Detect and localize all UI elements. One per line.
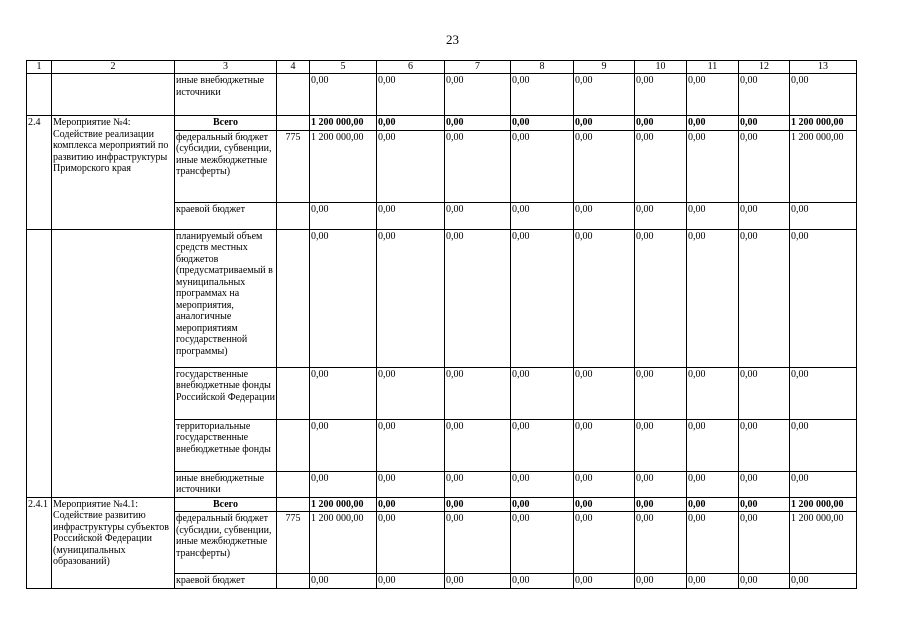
year-value: 0,00 [445,419,511,471]
total-value: 1 200 000,00 [310,512,377,574]
year-value: 1 200 000,00 [790,512,857,574]
funding-source: планируемый объем средств местных бюджетов (предусматриваемый в муниципальных программах на мероприятия, аналогичные мероприятиям государственной программы) [175,229,277,367]
year-value: 0,00 [377,202,445,229]
year-value: 0,00 [687,512,739,574]
column-header: 10 [635,61,687,74]
grbs-code [277,229,310,367]
year-value: 0,00 [739,574,790,589]
year-value: 0,00 [739,116,790,131]
table-row [27,497,857,512]
grbs-code [277,367,310,419]
year-value: 0,00 [377,419,445,471]
funding-source: территориальные государственные внебюджетные фонды [175,419,277,471]
year-value: 0,00 [635,130,687,202]
total-value: 0,00 [310,471,377,497]
year-value: 0,00 [574,471,635,497]
year-value: 0,00 [687,202,739,229]
total-value: 1 200 000,00 [310,116,377,131]
table-row [27,229,857,367]
total-value: 0,00 [310,229,377,367]
column-header: 12 [739,61,790,74]
year-value: 0,00 [687,116,739,131]
column-header: 8 [511,61,574,74]
year-value: 0,00 [377,497,445,512]
column-header: 2 [52,61,175,74]
year-value: 0,00 [574,367,635,419]
year-value: 0,00 [511,202,574,229]
column-header: 6 [377,61,445,74]
year-value: 0,00 [739,419,790,471]
funding-source: Всего [175,116,277,131]
year-value: 0,00 [739,202,790,229]
funding-source: краевой бюджет [175,202,277,229]
year-value: 0,00 [377,471,445,497]
year-value: 0,00 [574,229,635,367]
year-value: 0,00 [574,419,635,471]
grbs-code [277,202,310,229]
year-value: 0,00 [445,116,511,131]
column-header: 5 [310,61,377,74]
year-value: 0,00 [790,74,857,116]
measure-name: Мероприятие №4: Содействие реализации комплекса мероприятий по развитию инфраструктуры Приморского края [52,116,175,230]
column-header: 11 [687,61,739,74]
year-value: 0,00 [574,512,635,574]
year-value: 0,00 [445,574,511,589]
table-row [27,116,857,131]
year-value: 0,00 [377,74,445,116]
year-value: 0,00 [445,367,511,419]
row-code [27,229,52,497]
year-value: 0,00 [687,74,739,116]
year-value: 0,00 [511,471,574,497]
row-code: 2.4 [27,116,52,230]
year-value: 0,00 [445,497,511,512]
year-value: 0,00 [377,130,445,202]
grbs-code [277,116,310,131]
year-value: 0,00 [687,130,739,202]
column-header: 1 [27,61,52,74]
column-header: 13 [790,61,857,74]
column-header: 7 [445,61,511,74]
year-value: 0,00 [635,116,687,131]
year-value: 0,00 [574,116,635,131]
year-value: 0,00 [687,471,739,497]
year-value: 0,00 [635,74,687,116]
year-value: 0,00 [687,367,739,419]
header-row [27,61,857,74]
year-value: 0,00 [739,74,790,116]
year-value: 0,00 [574,574,635,589]
year-value: 0,00 [511,497,574,512]
year-value: 0,00 [635,574,687,589]
year-value: 0,00 [790,229,857,367]
column-header: 3 [175,61,277,74]
row-code [27,74,52,116]
year-value: 0,00 [739,512,790,574]
year-value: 0,00 [739,229,790,367]
year-value: 0,00 [574,74,635,116]
total-value: 0,00 [310,202,377,229]
year-value: 0,00 [790,419,857,471]
year-value: 0,00 [687,229,739,367]
table-row [27,74,857,116]
year-value: 0,00 [790,574,857,589]
year-value: 0,00 [739,471,790,497]
year-value: 0,00 [790,471,857,497]
year-value: 0,00 [511,74,574,116]
funding-source: иные внебюджетные источники [175,471,277,497]
year-value: 0,00 [445,74,511,116]
year-value: 0,00 [377,229,445,367]
year-value: 0,00 [687,574,739,589]
row-code: 2.4.1 [27,497,52,588]
funding-source: краевой бюджет [175,574,277,589]
year-value: 0,00 [377,367,445,419]
column-header: 9 [574,61,635,74]
year-value: 0,00 [574,130,635,202]
funding-source: федеральный бюджет (субсидии, субвенции, иные межбюджетные трансферты) [175,512,277,574]
year-value: 0,00 [635,229,687,367]
total-value: 0,00 [310,419,377,471]
grbs-code [277,419,310,471]
column-header: 4 [277,61,310,74]
year-value: 0,00 [687,419,739,471]
year-value: 0,00 [635,419,687,471]
year-value: 0,00 [739,497,790,512]
measure-name [52,229,175,497]
total-value: 0,00 [310,367,377,419]
funding-source: иные внебюджетные источники [175,74,277,116]
year-value: 0,00 [377,574,445,589]
total-value: 0,00 [310,574,377,589]
year-value: 0,00 [377,512,445,574]
year-value: 0,00 [739,367,790,419]
year-value: 0,00 [635,497,687,512]
measure-name: Мероприятие №4.1: Содействие развитию инфраструктуры субъектов Российской Федерации (муниципальных образований) [52,497,175,588]
grbs-code: 775 [277,512,310,574]
year-value: 0,00 [511,574,574,589]
year-value: 0,00 [511,130,574,202]
year-value: 1 200 000,00 [790,497,857,512]
total-value: 1 200 000,00 [310,497,377,512]
grbs-code [277,497,310,512]
year-value: 0,00 [511,116,574,131]
year-value: 0,00 [739,130,790,202]
year-value: 0,00 [790,202,857,229]
grbs-code [277,74,310,116]
year-value: 0,00 [445,202,511,229]
year-value: 1 200 000,00 [790,130,857,202]
year-value: 0,00 [635,202,687,229]
grbs-code [277,471,310,497]
year-value: 0,00 [790,367,857,419]
year-value: 0,00 [687,497,739,512]
measure-name [52,74,175,116]
budget-table [26,60,857,589]
year-value: 0,00 [445,229,511,367]
total-value: 0,00 [310,74,377,116]
year-value: 0,00 [511,229,574,367]
year-value: 0,00 [445,130,511,202]
year-value: 0,00 [377,116,445,131]
year-value: 0,00 [574,202,635,229]
year-value: 0,00 [574,497,635,512]
year-value: 0,00 [635,471,687,497]
year-value: 1 200 000,00 [790,116,857,131]
page-number: 23 [446,32,459,47]
total-value: 1 200 000,00 [310,130,377,202]
year-value: 0,00 [511,419,574,471]
funding-source: государственные внебюджетные фонды Российской Федерации [175,367,277,419]
funding-source: Всего [175,497,277,512]
year-value: 0,00 [511,512,574,574]
year-value: 0,00 [635,512,687,574]
funding-source: федеральный бюджет (субсидии, субвенции, иные межбюджетные трансферты) [175,130,277,202]
year-value: 0,00 [445,512,511,574]
grbs-code: 775 [277,130,310,202]
year-value: 0,00 [445,471,511,497]
year-value: 0,00 [511,367,574,419]
year-value: 0,00 [635,367,687,419]
grbs-code [277,574,310,589]
